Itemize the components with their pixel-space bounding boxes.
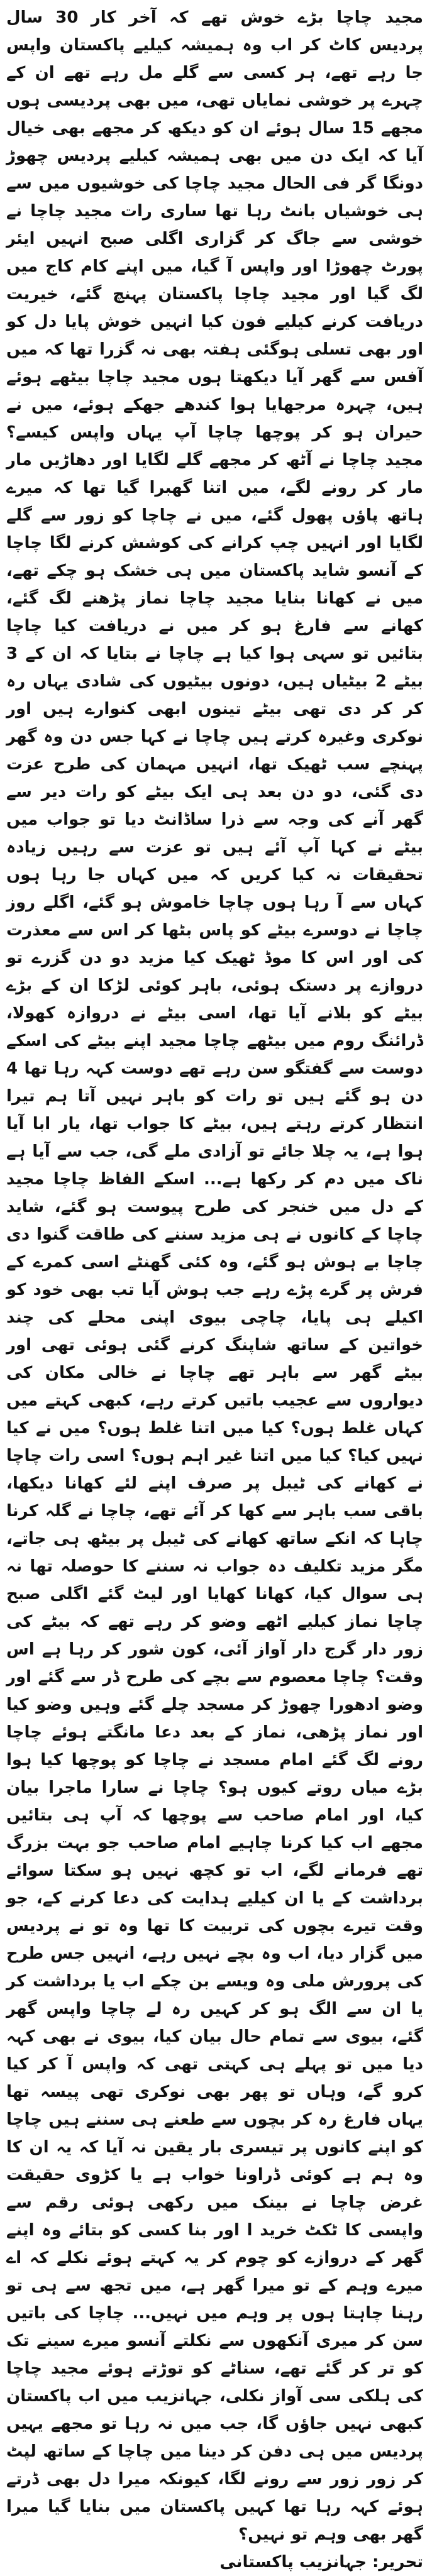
article-byline: تحریر: جہانزیب پاکستانی (219, 2553, 423, 2572)
article-body: مجید چاچا بڑے خوش تھے کہ آخر کار 30 سال پردیس کاٹ کر اب وہ ہمیشہ کیلیے پاکستان واپس جا رہے تھے، ہر کسی سے گلے مل رہے تھے ان کے چہرے پر خوشی نمایاں تھی، میں بھی پردیسی ہوں مجھے 15 سال ہوئے ان کو دیکھ کر مجھے بھی خیال آیا کہ ایک دن میں بھی ہمیشہ کیلیے پردیس چھوڑ دونگا گر فی الحال مجید چاچا کی خوشیوں میں سے ہی خوشیاں بانٹ رہا تھا ساری رات مجید چاچا نے خوشی سے جاگ کر گزاری اگلی صبح انہیں ایئر پورٹ چھوڑا اور واپس آ گیا، میں اپنے کام کاج میں لگ گیا اور مجید چاچا پاکستان پہنچ گئے، خیریت دریافت کرنے کیلیے فون کیا انہیں خوش پایا دل کو اور بھی تسلی ہوگئی ہفتہ بھی نہ گزرا تھا کہ میں آفس سے گھر آیا دیکھتا ہوں مجید چاچا بیٹھے ہوئے ہیں، چہرہ مرجھایا ہوا کندھے جھکے ہوئے، میں نے حیران ہو کر پوچھا چاچا آپ یہاں واپس کیسے؟ مجید چاچا نے آٹھ کر مجھے گلے لگایا اور دھاڑیں مار مار کر رونے لگے، میں اتنا گھبرا گیا تھا کہ میرے ہاتھ پاؤں پھول گئے، میں نے چاچا کو زور سے گلے لگایا اور انہیں چپ کرانے کی کوشش کرنے لگا چاچا کے آنسو شاید پاکستان میں ہی خشک ہو چکے تھے، میں نے کھانا بنایا مجید چاچا نماز پڑھنے لگ گئے، کھانے سے فارغ ہو کر میں نے دریافت کیا چاچا بتائیں تو سہی ہوا کیا ہے چاچا نے بتایا کہ ان کے 3 بیٹے 2 بیٹیاں ہیں، دونوں بیٹیوں کی شادی یہاں رہ کر کر دی تھی بیٹے تینوں ابھی کنوارے ہیں اور نوکری وغیرہ کرتے ہیں چاچا نے کہا جس دن وہ گھر پہنچے سب ٹھیک تھا، انہیں مہمان کی طرح عزت دی گئی، دو دن بعد ہی ایک بیٹے کو رات دیر سے گھر آنے کی وجہ سے ذرا ساڈانٹ دیا تو جواب میں بیٹے نے کہا آپ آئے ہیں تو عزت سے رہیں زیادہ تحقیقات نہ کیا کریں کہ میں کہاں جا رہا ہوں کہاں سے آ رہا ہوں چاچا خاموش ہو گئے، اگلے روز چاچا نے دوسرے بیٹے کو پاس بٹھا کر اس سے معذرت کی اور اس کا موڈ ٹھیک کیا مزید دو دن گزرے تو دروازے پر دستک ہوئی، باہر کوئی لڑکا ان کے بڑے بیٹے کو بلانے آیا تھا، اسی بیٹے نے دروازہ کھولا، ڈرائنگ روم میں بیٹھے چاچا مجید اپنے بیٹے کی اسکے دوست سے گفتگو سن رہے تھے دوست کہہ رہا تھا 4 دن ہو گئے ہیں تو رات کو باہر نہیں آتا ہم تیرا انتظار کرتے رہتے ہیں، بیٹے کا جواب تھا، یار ابا آیا ہوا ہے، یہ چلا جائے تو آزادی ملے گی، جب سے آیا ہے ناک میں دم کر رکھا ہے... اسکے الفاظ چاچا مجید کے دل میں خنجر کی طرح پیوست ہو گئے، شاید چاچا کے کانوں نے ہی مزید سننے کی طاقت گنوا دی چاچا بے ہوش ہو گئے، وہ کئی گھنٹے اسی کمرے کے فرش پر گرے پڑے رہے جب ہوش آیا تب بھی خود کو اکیلے ہی پایا، چاچی بیوی اپنی محلے کی چند خواتین کے ساتھ شاپنگ کرنے گئی ہوئی تھی اور بیٹے گھر سے باہر تھے چاچا نے خالی مکان کی دیواروں سے عجیب باتیں کرتے رہے، کبھی کہتے میں کہاں غلط ہوں؟ کیا میں اتنا غلط ہوں؟ میں نے کیا نہیں کیا؟ کیا میں اتنا غیر اہم ہوں؟ اسی رات چاچا نے کھانے کی ٹیبل پر صرف اپنے لئے کھانا دیکھا، باقی سب باہر سے کھا کر آئے تھے، چاچا نے گلہ کرنا چاہا کہ انکے ساتھ کھانے کی ٹیبل پر بیٹھ ہی جاتے، مگر مزید تکلیف دہ جواب نہ سننے کا حوصلہ تھا نہ ہی سوال کیا، کھانا کھایا اور لیٹ گئے اگلی صبح چاچا نماز کیلیے اٹھے وضو کر رہے تھے کہ بیٹے کی زور دار گرج دار آواز آئی، کون شور کر رہا ہے اس وقت؟ چاچا معصوم سے بچے کی طرح ڈر سے گئے اور وضو ادھورا چھوڑ کر مسجد چلے گئے وہیں وضو کیا اور نماز پڑھی، نماز کے بعد دعا مانگتے ہوئے چاچا رونے لگ گئے امام مسجد نے چاچا کو پوچھا کیا ہوا بڑے میاں روتے کیوں ہو؟ چاچا نے سارا ماجرا بیان کیا، اور امام صاحب سے پوچھا کہ آپ ہی بتائیں مجھے اب کیا کرنا چاہیے امام صاحب جو بہت بزرگ تھے فرمانے لگے، اب تو کچھ نہیں ہو سکتا سوائے برداشت کے یا ان کیلیے ہدایت کی دعا کرنے کے، جو وقت تیرے بچوں کی تربیت کا تھا وہ تو نے پردیس میں گزار دیا، اب وہ بچے نہیں رہے، انہیں جس طرح کی پرورش ملی وہ ویسے بن چکے اب یا برداشت کر یا ان سے الگ ہو کر کہیں رہ لے چاچا واپس گھر گئے، بیوی سے تمام حال بیان کیا، بیوی نے بھی کہہ دیا میں تو پہلے ہی کہتی تھی کہ واپس آ کر کیا کرو گے، وہاں تو پھر بھی نوکری تھی پیسہ تھا یہاں فارغ رہ کر بچوں سے طعنے ہی سننے ہیں چاچا کو اپنے کانوں پر تیسری بار یقین نہ آیا کہ یہ ان کا وہ ہم ہے کوئی ڈراونا خواب ہے یا کڑوی حقیقت غرض چاچا نے بینک میں رکھی ہوئی رقم سے واپسی کا ٹکٹ خرید ا اور بنا کسی کو بتائے وہ اپنے گھر کے دروازے کو چوم کر یہ کہتے ہوئے نکلے کہ اے میرے وہم کے تو میرا گھر ہے، میں تجھ سے ہی تو رہنا چاہتا ہوں پر وہم میں نہیں... چاچا کی باتیں سن کر میری آنکھوں سے نکلتے آنسو میرے سینے تک کو تر کر گئے تھے، سناٹے کو توڑتے ہوئے مجید چاچا کی ہلکی سی آواز نکلی، جہانزیب میں اب پاکستان کبھی نہیں جاؤں گا، جب میں نہ رہا تو مجھے یہیں پردیس میں ہی دفن کر دینا میں چاچا کے ساتھ لپٹ کر زور زور سے رونے لگا، کیونکہ میرا دل بھی ڈرتے ہوئے کہہ رہا تھا کہیں پاکستان میں بنایا گیا میرا گھر بھی وہم تو نہیں؟ (6, 8, 423, 2544)
